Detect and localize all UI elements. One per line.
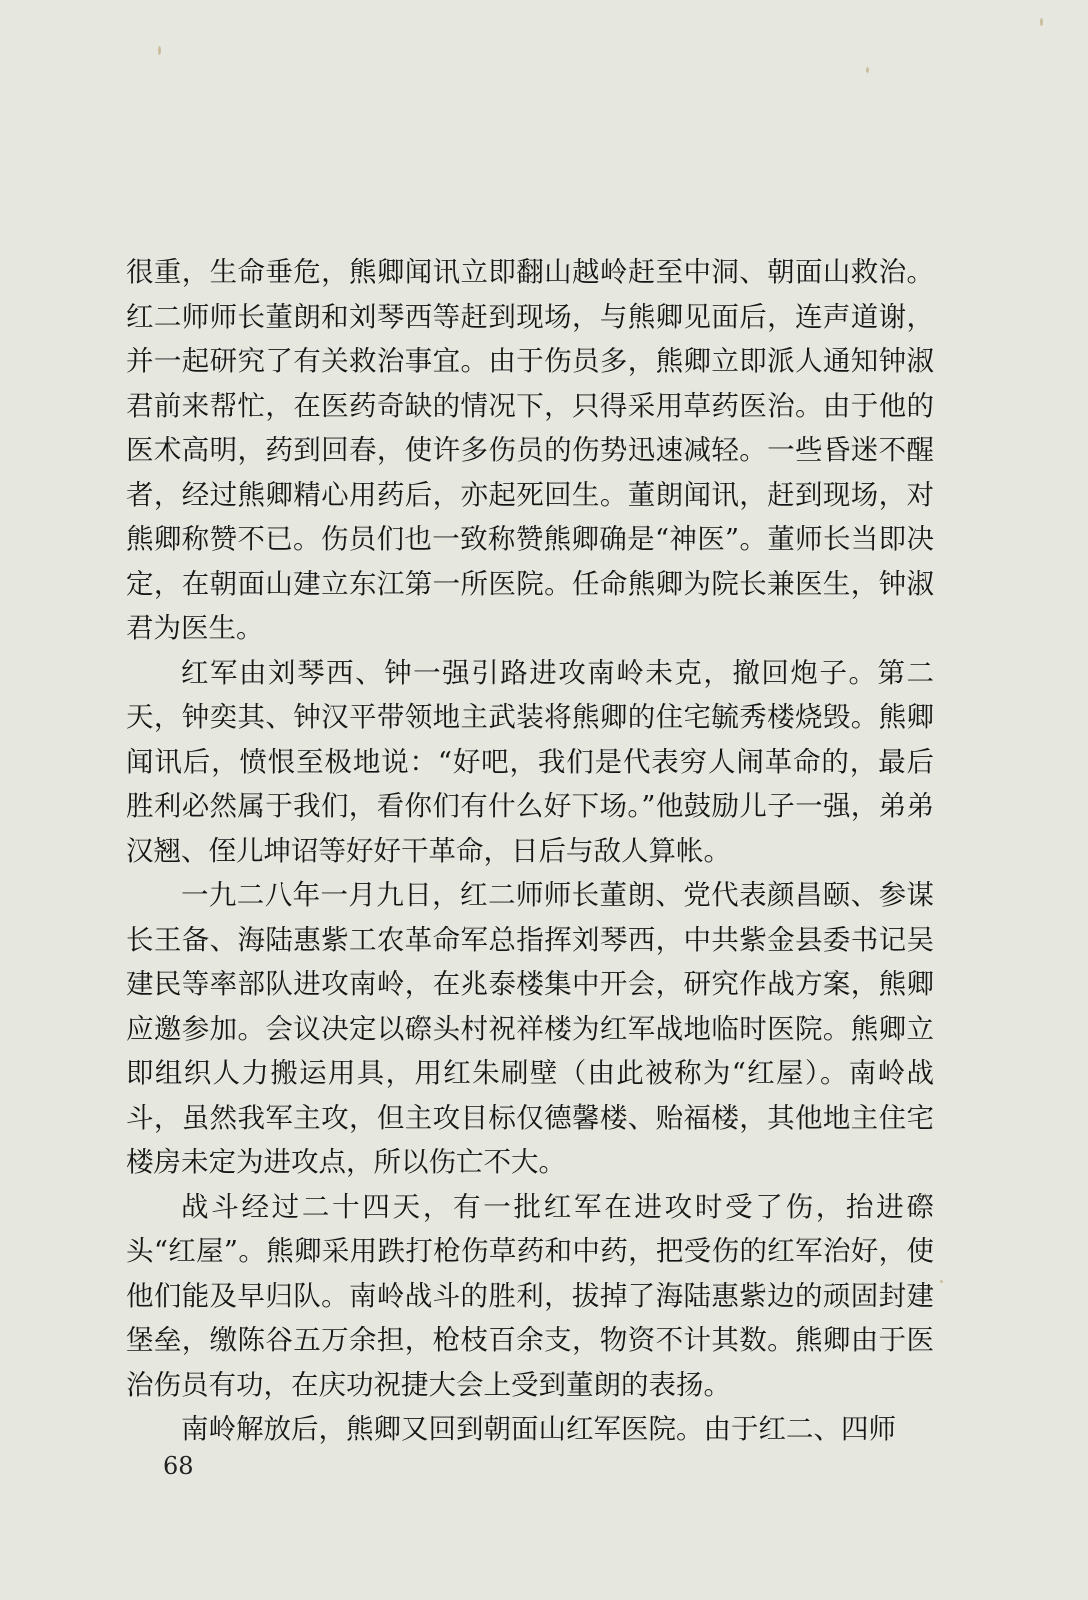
- paper-speck: [158, 46, 161, 55]
- paragraph-5: 南岭解放后，熊卿又回到朝面山红军医院。由于红二、四师: [181, 1413, 896, 1445]
- page-number: 68: [163, 1452, 194, 1480]
- paragraph-4: 战斗经过二十四天，有一批红军在进攻时受了伤，抬进磜头“红屋”。熊卿采用跌打枪伤草药和中药，把受伤的红军治好，使他们能及早归队。南岭战斗的胜利，拔掉了海陆惠紫边的顽固封建堡垒，缴陈谷五万余担，枪枝百余支，物资不计其数。熊卿由于医治伤员有功，在庆功祝捷大会上受到董朗的表扬。: [126, 1190, 934, 1401]
- paragraph-3: 一九二八年一月九日，红二师师长董朗、党代表颜昌颐、参谋长王备、海陆惠紫工农革命军总指挥刘琴西，中共紫金县委书记吴建民等率部队进攻南岭，在兆泰楼集中开会，研究作战方案，熊卿应邀参加。会议决定以磜头村祝祥楼为红军战地临时医院。熊卿立即组织人力搬运用具，用红朱刷壁（由此被称为“红屋）。南岭战斗，虽然我军主攻，但主攻目标仅德馨楼、贻福楼，其他地主住宅楼房未定为进攻点，所以伤亡不大。: [126, 879, 934, 1178]
- paper-speck: [940, 1280, 943, 1283]
- paragraph-2: 红军由刘琴西、钟一强引路进攻南岭未克，撤回炮子。第二天，钟奕其、钟汉平带领地主武装将熊卿的住宅毓秀楼烧毁。熊卿闻讯后，愤恨至极地说：“好吧，我们是代表穷人闹革命的，最后胜利必然属于我们，看你们有什么好下场。”他鼓励儿子一强，弟弟汉翘、侄儿坤诏等好好干革命，日后与敌人算帐。: [126, 656, 934, 867]
- body-text: [126, 250, 934, 1452]
- paper-speck: [1040, 18, 1043, 26]
- paragraph-1: 很重，生命垂危，熊卿闻讯立即翻山越岭赶至中洞、朝面山救治。红二师师长董朗和刘琴西等赶到现场，与熊卿见面后，连声道谢，并一起研究了有关救治事宜。由于伤员多，熊卿立即派人通知钟淑君前来帮忙，在医药奇缺的情况下，只得采用草药医治。由于他的医术高明，药到回春，使许多伤员的伤势迅速减轻。一些昏迷不醒者，经过熊卿精心用药后，亦起死回生。董朗闻讯，赶到现场，对熊卿称赞不已。伤员们也一致称赞熊卿确是“神医”。董师长当即决定，在朝面山建立东江第一所医院。任命熊卿为院长兼医生，钟淑君为医生。: [126, 256, 934, 644]
- paper-speck: [866, 67, 869, 73]
